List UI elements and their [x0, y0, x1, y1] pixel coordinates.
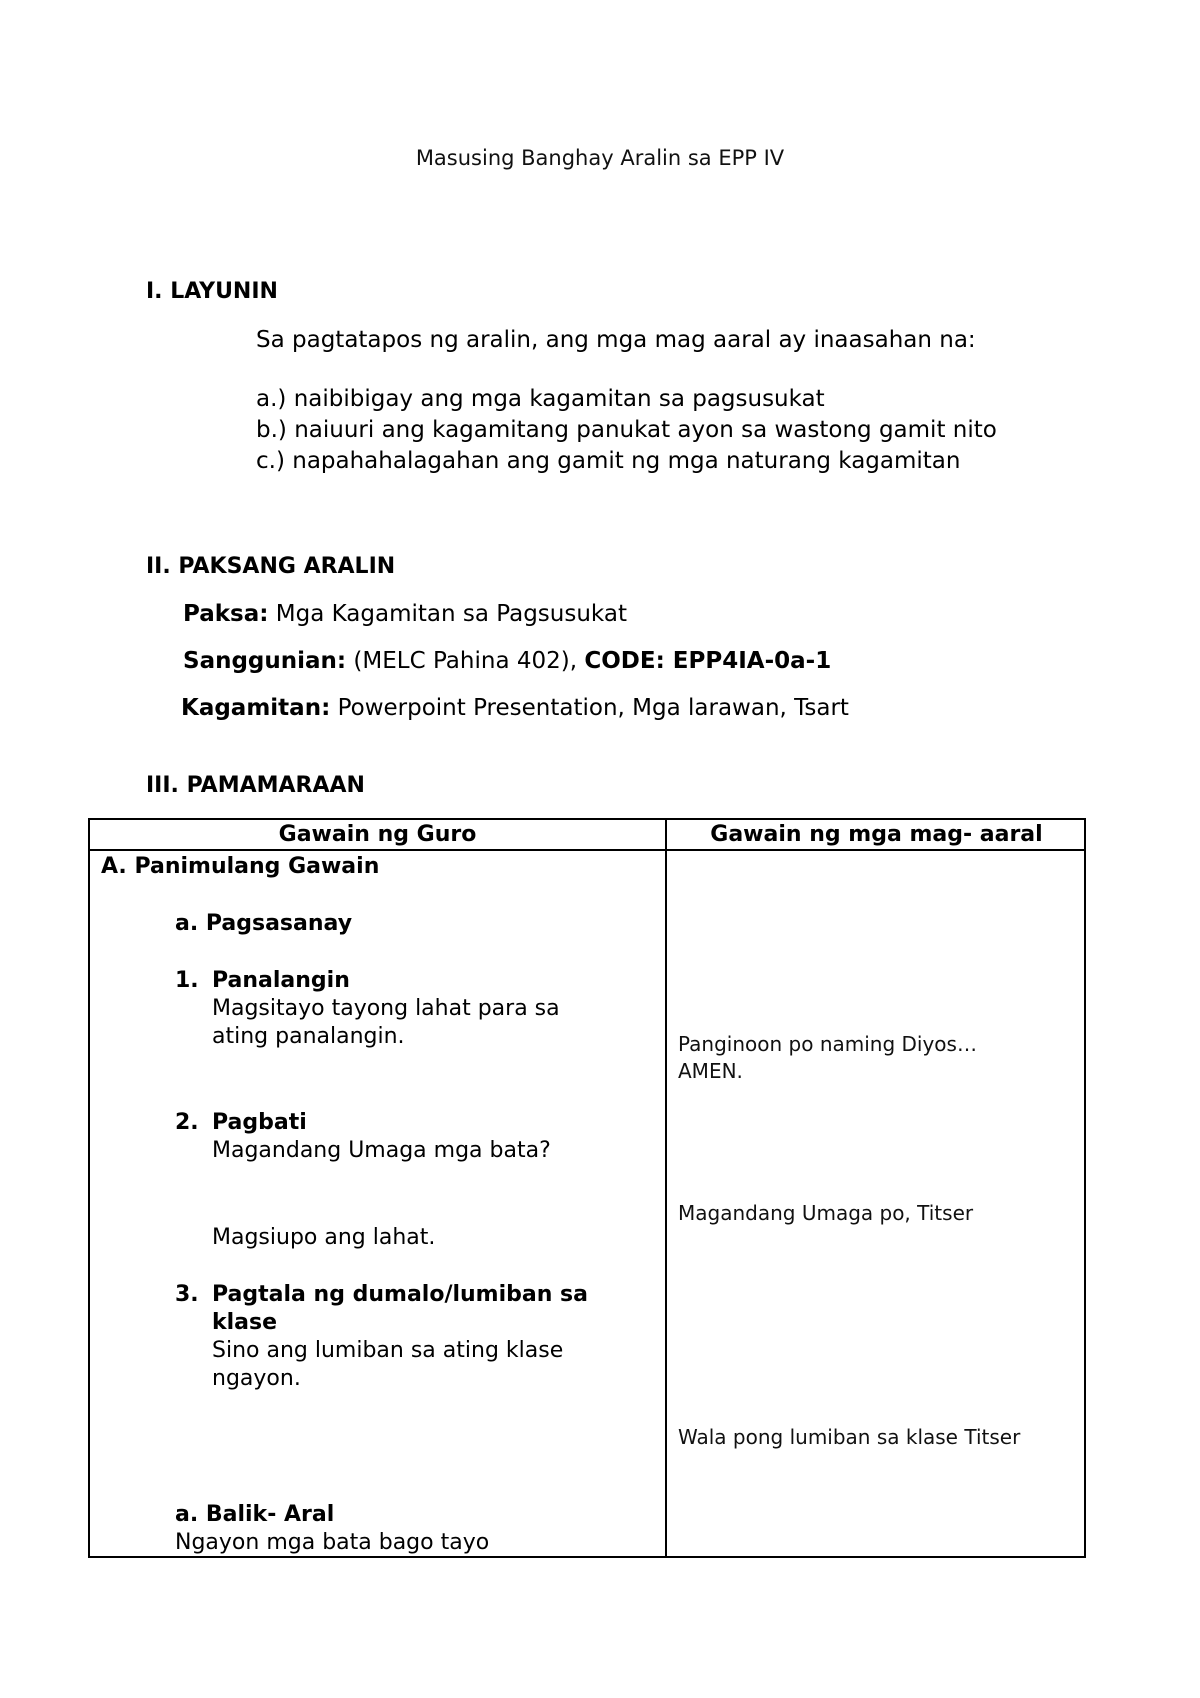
teacher-column-header: Gawain ng Guro — [278, 822, 477, 847]
code-label: CODE: EPP4IA-0a-1 — [584, 648, 832, 674]
sanggunian-label: Sanggunian: — [183, 648, 347, 674]
kagamitan-line — [181, 695, 849, 721]
panimulang-gawain-heading: A. Panimulang Gawain — [101, 854, 380, 879]
balik-aral-heading: a. Balik- Aral — [175, 1502, 335, 1527]
panalangin-title: Panalangin — [212, 968, 350, 993]
student-response: Magandang Umaga po, Titser — [678, 1201, 974, 1225]
paksa-value: Mga Kagamitan sa Pagsusukat — [268, 601, 627, 627]
pagbati-text: Magandang Umaga mga bata? — [212, 1138, 551, 1163]
objective-item: a.) naibibigay ang mga kagamitan sa pagsusukat — [256, 386, 825, 412]
paksa-label: Paksa: — [183, 601, 269, 627]
document-title: Masusing Banghay Aralin sa EPP IV — [415, 146, 785, 170]
table-column-divider — [665, 820, 667, 1556]
section-layunin-heading: I. LAYUNIN — [146, 279, 278, 304]
panalangin-text: Magsitayo tayong lahat para sa — [212, 996, 560, 1021]
sanggunian-value: (MELC Pahina 402), — [346, 648, 585, 674]
pagbati-text: Magsiupo ang lahat. — [212, 1225, 436, 1250]
section-pamamaraan-heading: III. PAMAMARAAN — [146, 773, 365, 798]
item-number: 2. — [175, 1110, 199, 1135]
table-header-divider — [90, 849, 1084, 851]
student-response: Panginoon po naming Diyos… — [678, 1032, 977, 1056]
panalangin-text: ating panalangin. — [212, 1024, 405, 1049]
pagtala-title: klase — [212, 1310, 278, 1335]
pagbati-title: Pagbati — [212, 1110, 307, 1135]
sanggunian-line — [183, 648, 831, 674]
objective-item: c.) napahahalagahan ang gamit ng mga naturang kagamitan — [256, 448, 961, 474]
kagamitan-label: Kagamitan: — [181, 695, 331, 721]
layunin-intro: Sa pagtatapos ng aralin, ang mga mag aaral ay inaasahan na: — [256, 327, 976, 353]
pagtala-text: ngayon. — [212, 1366, 301, 1391]
balik-aral-text: Ngayon mga bata bago tayo — [175, 1530, 490, 1555]
item-number: 3. — [175, 1282, 199, 1307]
kagamitan-value: Powerpoint Presentation, Mga larawan, Tsart — [330, 695, 849, 721]
pagtala-title: Pagtala ng dumalo/lumiban sa — [212, 1282, 588, 1307]
student-column-header: Gawain ng mga mag- aaral — [710, 822, 1043, 847]
pagsasanay-heading: a. Pagsasanay — [175, 911, 353, 936]
objective-item: b.) naiuuri ang kagamitang panukat ayon sa wastong gamit nito — [256, 417, 997, 443]
student-response: AMEN. — [678, 1059, 743, 1083]
section-paksang-aralin-heading: II. PAKSANG ARALIN — [146, 554, 396, 579]
pagtala-text: Sino ang lumiban sa ating klase — [212, 1338, 564, 1363]
student-response: Wala pong lumiban sa klase Titser — [678, 1425, 1021, 1449]
item-number: 1. — [175, 968, 199, 993]
paksa-line — [183, 601, 627, 627]
lesson-procedure-table — [88, 818, 1086, 1558]
